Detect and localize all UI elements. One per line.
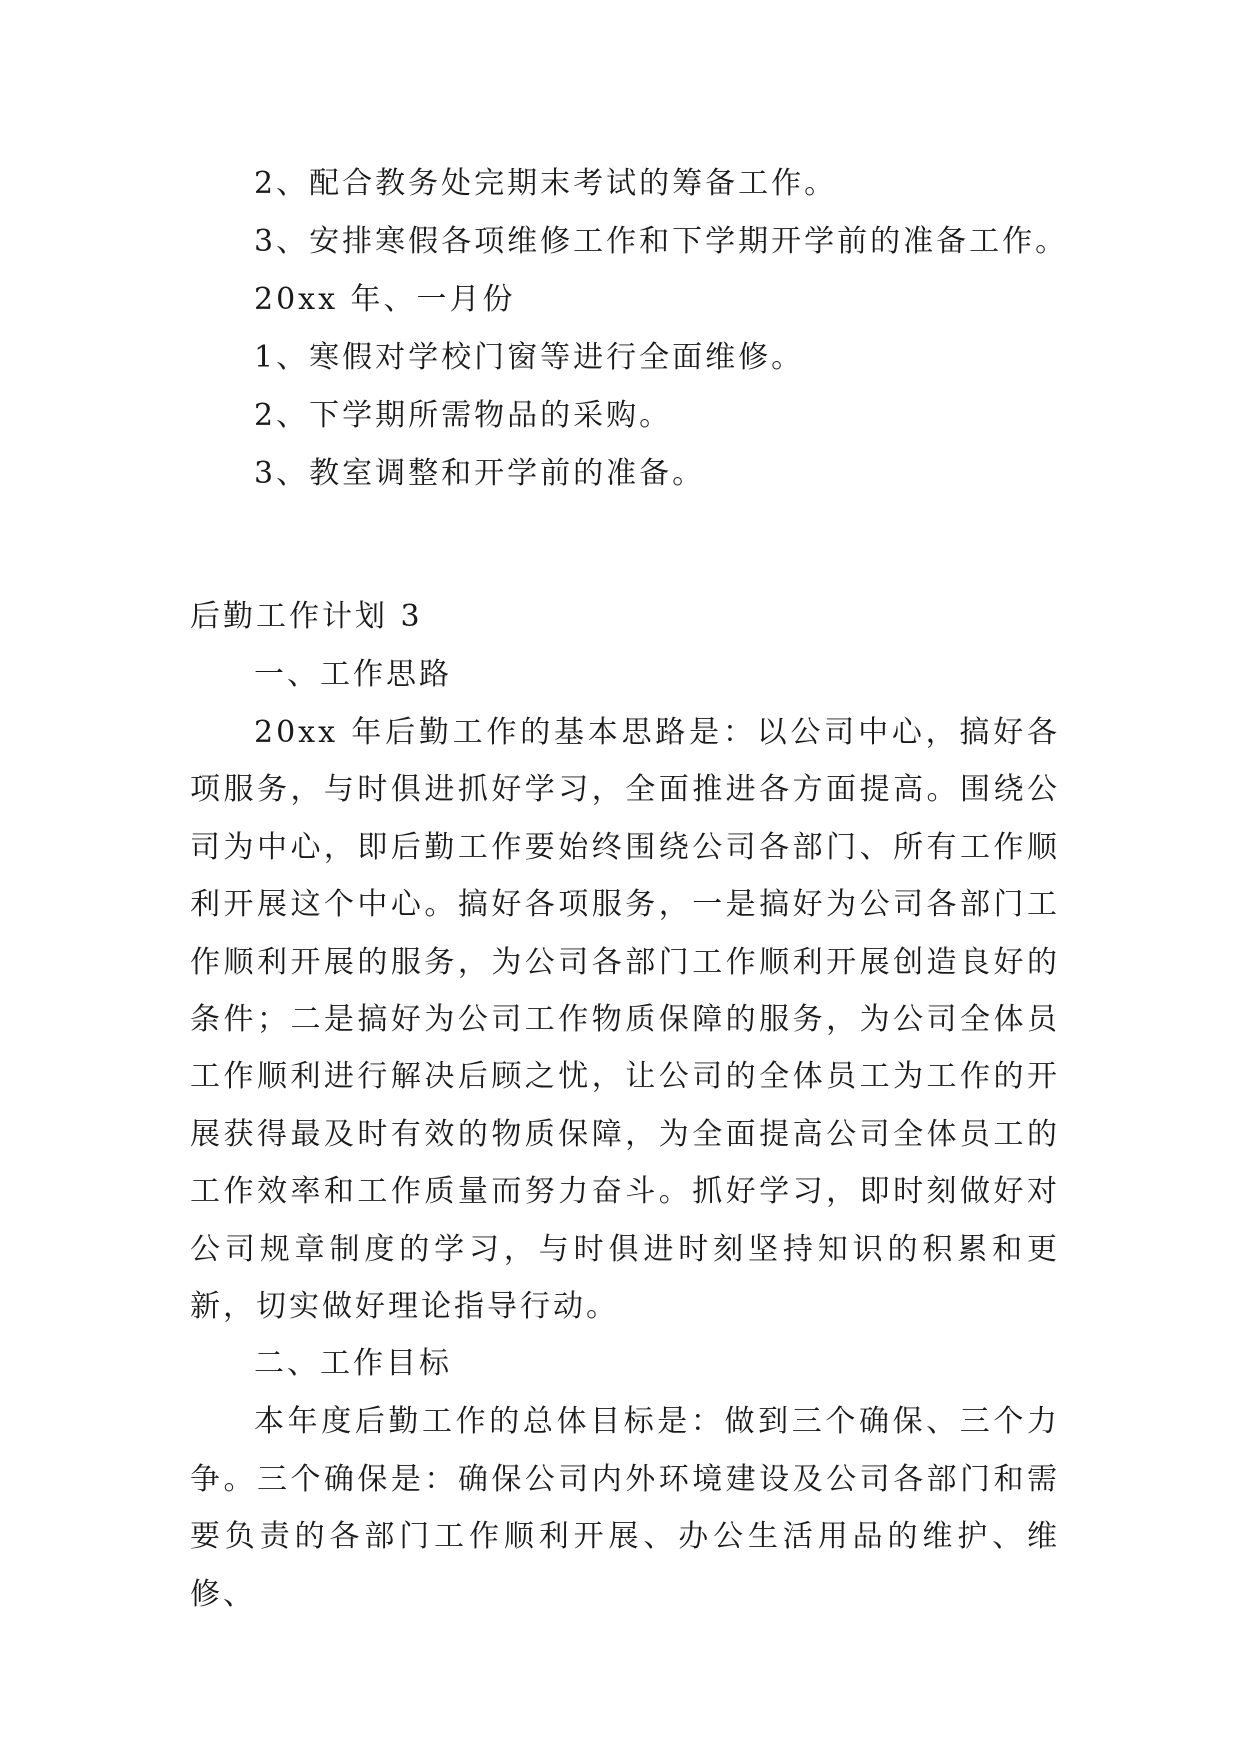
list-item: 3、安排寒假各项维修工作和下学期开学前的准备工作。 bbox=[254, 224, 1069, 259]
document-body bbox=[190, 155, 1069, 1623]
month-heading: 20xx 年、一月份 bbox=[254, 282, 516, 317]
list-item: 1、寒假对学校门窗等进行全面维修。 bbox=[254, 340, 805, 375]
list-item: 3、教室调整和开学前的准备。 bbox=[254, 456, 706, 491]
list-item: 2、下学期所需物品的采购。 bbox=[254, 398, 673, 433]
heading-work-goals: 二、工作目标 bbox=[254, 1346, 452, 1382]
list-item: 2、配合教务处完期末考试的筹备工作。 bbox=[254, 166, 838, 201]
paragraph-work-ideas: 20xx 年后勤工作的基本思路是：以公司中心，搞好各项服务，与时俱进抓好学习，全面推进各方面提高。围绕公司为中心，即后勤工作要始终围绕公司各部门、所有工作顺利开展这个中心。搞好各项服务，一是搞好为公司各部门工作顺利开展的服务，为公司各部门工作顺利开展创造良好的条件；二是搞好为公司工作物质保障的服务，为公司全体员工作顺利进行解决后顾之忧，让公司的全体员工为工作的开展获得最及时有效的物质保障，为全面提高公司全体员工的工作效率和工作质量而努力奋斗。抓好学习，即时刻做好对公司规章制度的学习，与时俱进时刻坚持知识的积累和更新，切实做好理论指导行动。 bbox=[190, 715, 1060, 1325]
paragraph-work-goals: 本年度后勤工作的总体目标是：做到三个确保、三个力争。三个确保是：确保公司内外环境建设及公司各部门和需要负责的各部门工作顺利开展、办公生活用品的维护、维修、 bbox=[190, 1404, 1060, 1612]
section-gap bbox=[190, 503, 1060, 588]
heading-work-ideas: 一、工作思路 bbox=[254, 657, 452, 692]
section-title: 后勤工作计划 3 bbox=[190, 599, 423, 634]
